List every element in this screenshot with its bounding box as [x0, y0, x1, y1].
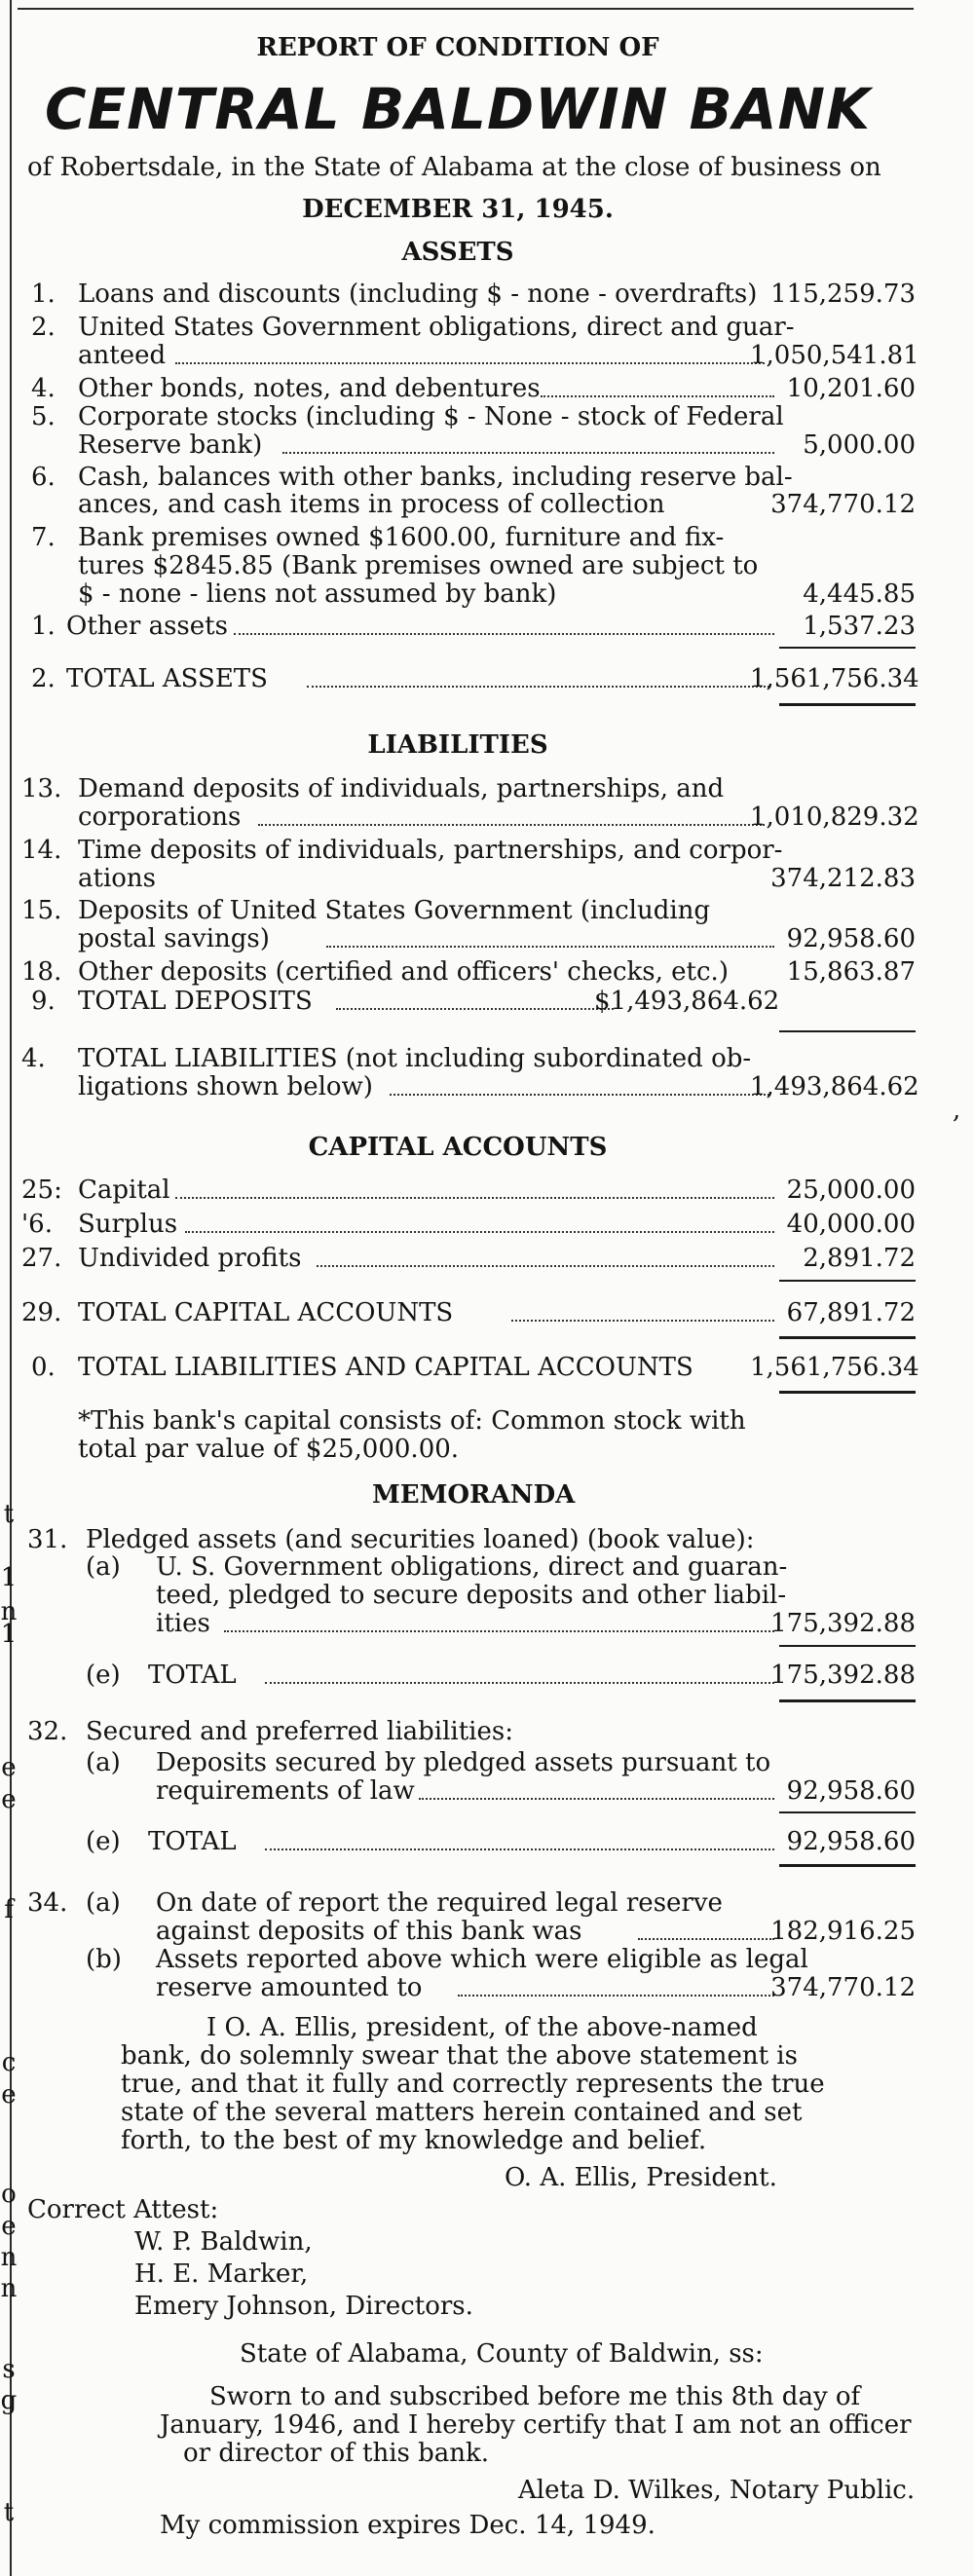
sum-rule	[779, 1645, 916, 1647]
leader-dots	[419, 1798, 774, 1800]
sum-rule	[779, 1811, 916, 1813]
leader-dots	[175, 1197, 774, 1199]
total-rule	[779, 1699, 916, 1702]
total-rule	[779, 1864, 916, 1867]
margin-fragment: n	[0, 1597, 18, 1626]
total-value: 1,561,756.34	[750, 1353, 919, 1382]
liability-value: 15,863.87	[786, 957, 916, 987]
margin-fragment: n	[0, 2274, 18, 2303]
total-rule	[779, 1336, 916, 1339]
margin-fragment: e	[1, 1753, 17, 1782]
asset-value: 1,050,541.81	[750, 341, 919, 370]
capital-value: 25,000.00	[786, 1176, 916, 1205]
total-value: 1,561,756.34	[750, 664, 919, 693]
leader-dots	[390, 1094, 769, 1096]
leader-dots	[458, 1995, 774, 1997]
capital-note: *This bank's capital consists of: Common stock with	[78, 1406, 746, 1436]
memoranda-heading: MEMORANDA	[372, 1480, 576, 1510]
leader-dots	[265, 1848, 774, 1850]
liability-value: 374,212.83	[770, 864, 916, 893]
capital-value: 2,891.72	[803, 1244, 916, 1273]
sum-rule	[779, 1280, 916, 1282]
leader-dots	[511, 1320, 774, 1322]
leader-dots	[234, 633, 774, 635]
director-name: Emery Johnson, Directors.	[134, 2292, 473, 2321]
margin-fragment: g	[0, 2386, 18, 2415]
margin-mark: ,	[953, 1096, 961, 1125]
asset-value: 1,537.23	[803, 612, 916, 641]
memo-total-value: 175,392.88	[770, 1661, 916, 1690]
leader-dots	[336, 1008, 614, 1010]
leader-dots	[317, 1265, 774, 1267]
capital-note: total par value of $25,000.00.	[78, 1435, 460, 1464]
leader-dots	[541, 395, 774, 397]
leader-dots	[307, 686, 769, 688]
leader-dots	[258, 824, 765, 826]
report-date: DECEMBER 31, 1945.	[302, 195, 614, 224]
total-value: 67,891.72	[786, 1298, 916, 1327]
margin-fragment: t	[3, 1500, 15, 1529]
top-rule	[18, 8, 914, 10]
total-value: 1,493,864.62	[750, 1072, 919, 1101]
liabilities-heading: LIABILITIES	[367, 730, 548, 760]
director-name: H. E. Marker,	[134, 2259, 309, 2289]
margin-fragment: t	[3, 2498, 15, 2527]
total-rule	[779, 703, 916, 706]
asset-value: 4,445.85	[803, 579, 916, 609]
memo-value: 175,392.88	[770, 1609, 916, 1638]
capital-value: 40,000.00	[786, 1210, 916, 1239]
attest-label: Correct Attest:	[27, 2195, 219, 2224]
liability-value: 92,958.60	[786, 924, 916, 953]
leader-dots	[224, 1630, 774, 1632]
liability-value: 1,010,829.32	[750, 803, 919, 832]
bank-name: CENTRAL BALDWIN BANK	[44, 76, 872, 142]
capital-heading: CAPITAL ACCOUNTS	[308, 1133, 608, 1162]
notary-signature: Aleta D. Wilkes, Notary Public.	[518, 2476, 916, 2505]
margin-fragment: 1	[0, 1563, 18, 1592]
deposits-value: $1,493,864.62	[594, 987, 780, 1016]
president-signature: O. A. Ellis, President.	[505, 2163, 777, 2192]
margin-fragment: f	[4, 1895, 14, 1924]
director-name: W. P. Baldwin,	[134, 2227, 313, 2257]
asset-value: 374,770.12	[770, 490, 916, 519]
margin-fragment: s	[2, 2355, 16, 2384]
asset-value: 10,201.60	[786, 374, 916, 403]
sum-rule	[779, 1030, 916, 1032]
margin-fragment: c	[1, 2048, 17, 2077]
leader-dots	[638, 1938, 774, 1940]
asset-value: 5,000.00	[803, 430, 916, 460]
sum-rule	[779, 647, 916, 649]
memo-total-value: 92,958.60	[786, 1827, 916, 1856]
leader-dots	[175, 362, 765, 364]
commission-expiry: My commission expires Dec. 14, 1949.	[160, 2511, 656, 2540]
asset-value: 115,259.73	[770, 280, 916, 309]
newspaper-clipping: t 1 n 1 e e f c e o e n n s g t REPORT OF CONDITION OF CENTRAL BALDWIN BANK of Robertsdale, in the State of Alabama at the close of business on DECEMBER 31, 1945. ASSETS 1. Loans and discounts (including $ - none - overdrafts) 115,259.73 2. United States Government obligations, direct and guar- anteed 1,050,541.81 4. Other bonds, notes, and debentures 10,201.60 5. Corporate stocks (including $ - None - stock of Federal Reserve bank) 5,000.00 6. Cash, balances with other banks, including reserve bal- ances, and cash items in process of collection 374,770.12 7. Bank premises owned $1600.00, furniture and fix- tures $2845.85 (Bank premises owned are subject to $ - none - liens not assumed by bank) 4,445.85 1. Other assets 1,537.23 2. TOTAL ASSETS 1,561,756.34 LIABILITIES 13. Demand deposits of individuals, partnerships, and corporations 1,010,829.32 14. Time deposits of individuals, partnerships, and corpor- ations 374,212.83 15. Deposits of United States Government (including postal savings) 92,958.60 18. Other deposits (certified and officers' checks, etc.) 15,863.87 9. TOTAL DEPOSITS $1,493,864.62 4. TOTAL LIABILITIES (not including subordinated ob- ligations shown below) 1,493,864.62 , CAPITAL ACCOUNTS 25: Capital 25,000.00 '6. Surplus 40,000.00 27. Undivided profits 2,891.72 29. TOTAL CAPITAL ACCOUNTS 67,891.72 0. TOTAL LIABILITIES AND CAPITAL ACCOUNTS 1,561,756.34 *This bank's capital consists of: Common stock with total par value of $25,000.00. MEMORANDA 31. Pledged assets (and securities loaned) (book value): (a) U. S. Government obligations, direct and guaran- teed, pledged to secure deposits and other liabil- ities 175,392.88 (e) TOTAL 175,392.88 32. Secured and preferred liabilities: (a) Deposits secured by pledged assets pursuant to requirements of law 92,958.60 (e) TOTAL 92,958.60 34. (a) On date of report the required legal reserve against deposits of this bank was 182,916.25 (b) Assets reported above which were eligible as legal reserve amounted to 374,770.12 I O. A. Ellis, president, of the above-named bank, do solemnly swear that the above statement is true, and that it fully and correctly represents the true state of the several matters herein contained and set forth, to the best of my knowledge and belief. O. A. Ellis, President. Correct Attest: W. P. Baldwin, H. E. Marker, Emery Johnson, Directors. State of Alabama, County of Baldwin, ss: Sworn to and subscribed before me this 8th day of January, 1946, and I hereby certify that I am not an officer or director of this bank. Aleta D. Wilkes, Notary Public. My commission expires Dec. 14, 1949.	[0, 0, 974, 2576]
assets-heading: ASSETS	[401, 238, 514, 267]
margin-fragment: e	[1, 2212, 17, 2241]
memo-value: 182,916.25	[770, 1917, 916, 1946]
leader-dots	[265, 1682, 774, 1684]
report-heading: REPORT OF CONDITION OF	[256, 33, 659, 62]
location-line: of Robertsdale, in the State of Alabama at the close of business on	[27, 153, 881, 182]
margin-fragment: 1	[0, 1620, 18, 1649]
notary-venue: State of Alabama, County of Baldwin, ss:	[240, 2339, 764, 2369]
memo-value: 374,770.12	[770, 1973, 916, 2002]
margin-fragment: e	[1, 1785, 17, 1814]
margin-fragment: o	[1, 2180, 17, 2209]
total-rule	[779, 1391, 916, 1394]
margin-fragment: e	[1, 2080, 17, 2109]
leader-dots	[326, 946, 774, 948]
memo-value: 92,958.60	[786, 1776, 916, 1806]
leader-dots	[282, 452, 774, 454]
margin-fragment: n	[0, 2243, 18, 2272]
leader-dots	[185, 1231, 774, 1233]
